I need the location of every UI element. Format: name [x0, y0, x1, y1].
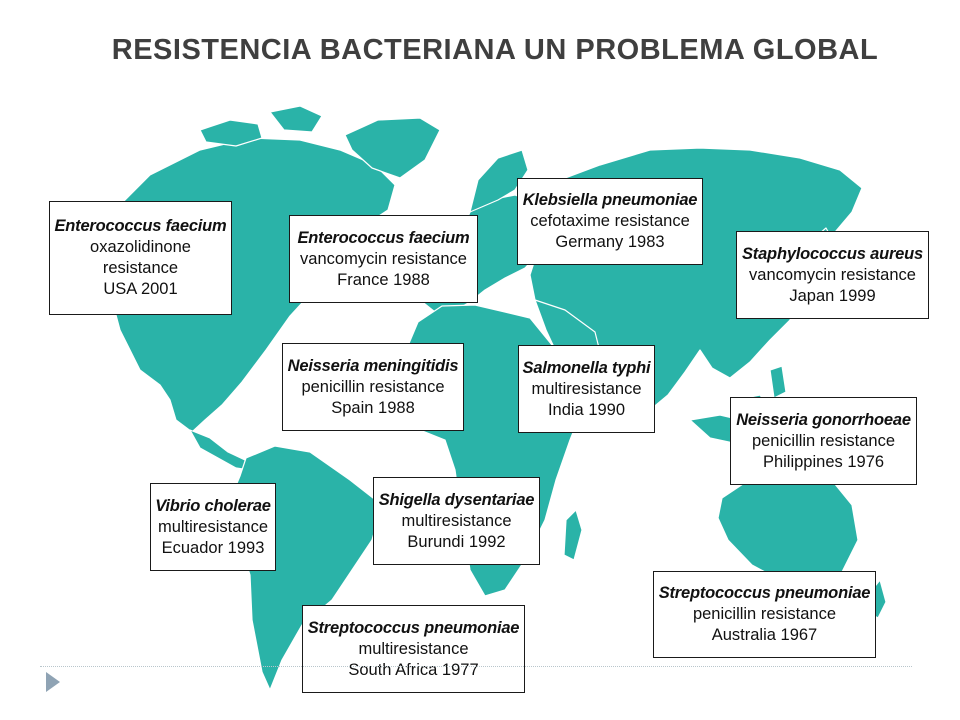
annotation-australia-1967	[653, 571, 876, 658]
arctic-islands-2	[270, 106, 322, 132]
resistance-text: multiresistance	[358, 639, 469, 658]
location-year: Spain 1988	[331, 398, 415, 417]
annotation-india-1990	[518, 345, 655, 433]
species-name: Enterococcus faecium	[54, 217, 227, 235]
species-name: Enterococcus faecium	[297, 228, 470, 247]
annotation-germany-1983	[517, 178, 703, 265]
location-year: Ecuador 1993	[161, 538, 265, 557]
location-year: Germany 1983	[555, 233, 665, 251]
resistance-text: penicillin resistance	[751, 431, 896, 450]
annotation-philippines-1976	[730, 397, 917, 485]
footer-divider	[40, 666, 912, 667]
location-year: Australia 1967	[711, 626, 818, 644]
location-year: Philippines 1976	[762, 452, 885, 471]
species-name: Neisseria gonorrhoeae	[736, 410, 911, 429]
resistance-text: vancomycin resistance	[300, 249, 467, 268]
annotation-burundi-1992	[373, 477, 540, 565]
species-name: Staphylococcus aureus	[741, 244, 924, 263]
location-year: India 1990	[547, 400, 626, 419]
resistance-text: penicillin resistance	[692, 605, 837, 623]
madagascar	[564, 510, 582, 560]
resistance-text: oxazolidinone	[90, 238, 191, 256]
central-america	[190, 430, 250, 470]
resistance-text: penicillin resistance	[301, 377, 445, 396]
species-name: Streptococcus pneumoniae	[658, 584, 871, 602]
annotation-japan-1999	[736, 231, 929, 319]
page-title: RESISTENCIA BACTERIANA UN PROBLEMA GLOBAL	[111, 34, 879, 66]
species-name: Klebsiella pneumoniae	[522, 191, 698, 209]
location-year: Burundi 1992	[407, 532, 506, 551]
resistance-text: vancomycin resistance	[749, 265, 916, 284]
annotation-france-1988	[289, 215, 478, 303]
species-name: Vibrio cholerae	[155, 496, 271, 515]
annotation-south-africa-1977	[302, 605, 525, 693]
annotation-usa-2001	[49, 201, 232, 315]
triangle-bullet-icon	[46, 672, 60, 692]
species-name: Streptococcus pneumoniae	[307, 618, 520, 637]
location-year: South Africa 1977	[348, 660, 479, 679]
location-year: France 1988	[337, 270, 430, 289]
species-name: Salmonella typhi	[522, 358, 651, 377]
philippines	[770, 366, 786, 398]
annotation-ecuador-1993	[150, 483, 276, 571]
annotation-spain-1988	[282, 343, 464, 431]
species-name: Shigella dysentariae	[378, 490, 535, 509]
resistance-text: multiresistance	[401, 511, 512, 530]
resistance-text: cefotaxime resistance	[530, 212, 690, 230]
location-year: Japan 1999	[789, 286, 876, 305]
species-name: Neisseria meningitidis	[287, 356, 459, 375]
resistance-text: multiresistance	[531, 379, 642, 398]
resistance-text: multiresistance	[157, 517, 269, 536]
resistance-text: resistance	[102, 259, 179, 277]
location-year: USA 2001	[103, 280, 178, 298]
